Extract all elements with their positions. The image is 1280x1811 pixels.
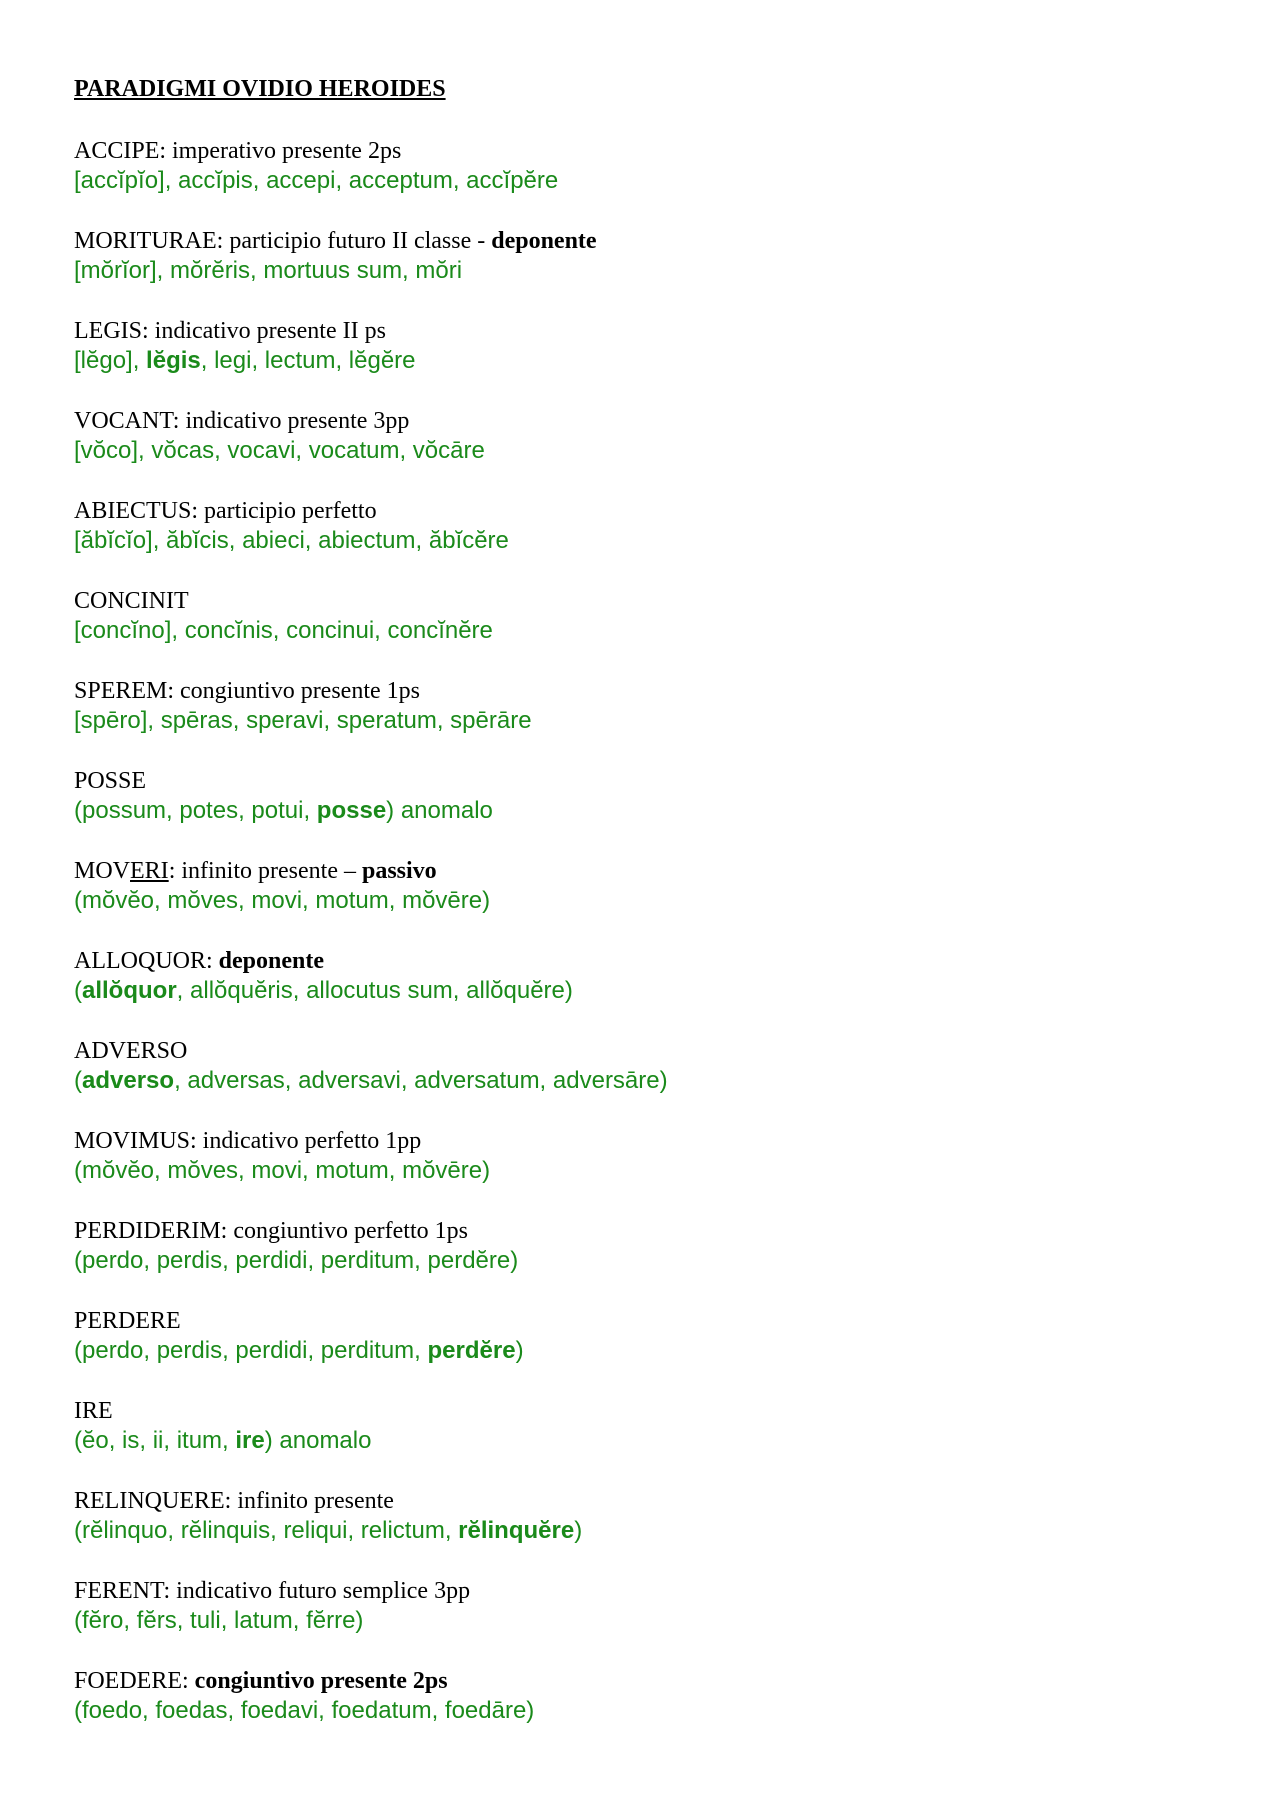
- text-run: FERENT: indicativo futuro semplice 3pp: [74, 1578, 471, 1604]
- principal-parts: [74, 256, 1214, 286]
- entry-heading: [74, 1036, 1214, 1066]
- verb-entry: [74, 676, 1214, 736]
- principal-parts: [74, 166, 1214, 196]
- entry-heading: [74, 766, 1214, 796]
- bold-text: allŏquor: [82, 977, 177, 1004]
- text-run: (mŏvĕo, mŏves, movi, motum, mŏvēre): [74, 1157, 491, 1184]
- principal-parts: [74, 436, 1214, 466]
- bold-text: deponente: [218, 948, 324, 974]
- verb-entry: [74, 766, 1214, 826]
- text-run: , allŏquĕris, allocutus sum, allŏquĕre): [176, 977, 573, 1004]
- entry-heading: [74, 1486, 1214, 1516]
- principal-parts: [74, 1066, 1214, 1096]
- text-run: [ăbĭcĭo], ăbĭcis, abieci, abiectum, ăbĭcĕre: [74, 527, 509, 554]
- verb-entry: [74, 1666, 1214, 1726]
- verb-entry: [74, 496, 1214, 556]
- bold-text: deponente: [491, 228, 597, 254]
- principal-parts: [74, 526, 1214, 556]
- principal-parts: [74, 1336, 1214, 1366]
- principal-parts: [74, 796, 1214, 826]
- entry-heading: [74, 136, 1214, 166]
- verb-entry: [74, 226, 1214, 286]
- principal-parts: [74, 346, 1214, 376]
- principal-parts: [74, 1516, 1214, 1546]
- verb-entry: [74, 1576, 1214, 1636]
- text-run: POSSE: [74, 768, 147, 794]
- principal-parts: [74, 1696, 1214, 1726]
- entry-heading: [74, 856, 1214, 886]
- bold-text: ire: [235, 1427, 265, 1454]
- entry-heading: [74, 226, 1214, 256]
- verb-entry: [74, 136, 1214, 196]
- bold-text: lĕgis: [146, 347, 201, 374]
- text-run: ): [515, 1337, 524, 1364]
- page-title: PARADIGMI OVIDIO HEROIDES: [74, 76, 446, 102]
- text-run: MOV: [74, 858, 131, 884]
- text-run: FOEDERE:: [74, 1668, 195, 1694]
- bold-text: rĕlinquĕre: [458, 1517, 575, 1544]
- principal-parts: [74, 1246, 1214, 1276]
- principal-parts: [74, 616, 1214, 646]
- text-run: [accĭpĭo], accĭpis, accepi, acceptum, accĭpĕre: [74, 167, 559, 194]
- entry-heading: [74, 406, 1214, 436]
- text-run: : infinito presente –: [168, 858, 362, 884]
- principal-parts: [74, 1156, 1214, 1186]
- entry-heading: [74, 496, 1214, 526]
- text-run: (perdo, perdis, perdidi, perditum, perdĕre): [74, 1247, 519, 1274]
- text-run: RELINQUERE: infinito presente: [74, 1488, 394, 1514]
- text-run: ACCIPE: imperativo presente 2ps: [74, 138, 402, 164]
- text-run: CONCINIT: [74, 588, 189, 614]
- verb-entry: [74, 1486, 1214, 1546]
- principal-parts: [74, 1426, 1214, 1456]
- text-run: (possum, potes, potui,: [74, 797, 317, 824]
- verb-entry: [74, 946, 1214, 1006]
- text-run: MORITURAE: participio futuro II classe -: [74, 228, 492, 254]
- text-run: PERDERE: [74, 1308, 181, 1334]
- entry-list: [74, 136, 1214, 1726]
- principal-parts: [74, 886, 1214, 916]
- verb-entry: [74, 1036, 1214, 1096]
- text-run: , adversas, adversavi, adversatum, adversāre): [174, 1067, 668, 1094]
- text-run: ): [574, 1517, 583, 1544]
- bold-text: passivo: [361, 858, 437, 884]
- verb-entry: [74, 586, 1214, 646]
- entry-heading: [74, 1576, 1214, 1606]
- text-run: (: [74, 1067, 82, 1094]
- text-run: MOVIMUS: indicativo perfetto 1pp: [74, 1128, 422, 1154]
- text-run: ABIECTUS: participio perfetto: [74, 498, 377, 524]
- text-run: (: [74, 977, 82, 1004]
- bold-text: adverso: [82, 1067, 175, 1094]
- text-run: [concĭno], concĭnis, concinui, concĭnĕre: [74, 617, 493, 644]
- bold-text: congiuntivo presente 2ps: [194, 1668, 448, 1694]
- text-run: [lĕgo],: [74, 347, 147, 374]
- principal-parts: [74, 1606, 1214, 1636]
- text-run: (mŏvĕo, mŏves, movi, motum, mŏvēre): [74, 887, 491, 914]
- principal-parts: [74, 706, 1214, 736]
- entry-heading: [74, 1666, 1214, 1696]
- verb-entry: [74, 1216, 1214, 1276]
- entry-heading: [74, 1126, 1214, 1156]
- text-run: ) anomalo: [264, 1427, 372, 1454]
- verb-entry: [74, 406, 1214, 466]
- text-run: (ĕo, is, ii, itum,: [74, 1427, 236, 1454]
- document-page: [74, 72, 1214, 1756]
- entry-heading: [74, 1306, 1214, 1336]
- text-run: ) anomalo: [386, 797, 493, 824]
- text-run: (foedo, foedas, foedavi, foedatum, foedāre): [74, 1697, 535, 1724]
- text-run: PERDIDERIM: congiuntivo perfetto 1ps: [74, 1218, 468, 1244]
- entry-heading: [74, 1396, 1214, 1426]
- entry-heading: [74, 316, 1214, 346]
- text-run: [spēro], spēras, speravi, speratum, spērāre: [74, 707, 532, 734]
- text-run: (rĕlinquo, rĕlinquis, reliqui, relictum,: [74, 1517, 459, 1544]
- text-run: VOCANT: indicativo presente 3pp: [74, 408, 410, 434]
- entry-heading: [74, 1216, 1214, 1246]
- text-run: (fĕro, fĕrs, tuli, latum, fĕrre): [74, 1607, 364, 1634]
- text-run: , legi, lectum, lĕgĕre: [200, 347, 416, 374]
- text-run: SPEREM: congiuntivo presente 1ps: [74, 678, 420, 704]
- text-run: [vŏco], vŏcas, vocavi, vocatum, vŏcāre: [74, 437, 485, 464]
- verb-entry: [74, 1396, 1214, 1456]
- text-run: ALLOQUOR:: [74, 948, 219, 974]
- text-run: (perdo, perdis, perdidi, perditum,: [74, 1337, 428, 1364]
- bold-text: posse: [316, 797, 387, 824]
- text-run: LEGIS: indicativo presente II ps: [74, 318, 386, 344]
- verb-entry: [74, 1306, 1214, 1366]
- text-run: [mŏrĭor], mŏrĕris, mortuus sum, mŏri: [74, 257, 463, 284]
- bold-text: perdĕre: [427, 1337, 516, 1364]
- entry-heading: [74, 676, 1214, 706]
- verb-entry: [74, 316, 1214, 376]
- text-run: ADVERSO: [74, 1038, 188, 1064]
- principal-parts: [74, 976, 1214, 1006]
- entry-heading: [74, 586, 1214, 616]
- verb-entry: [74, 1126, 1214, 1186]
- entry-heading: [74, 946, 1214, 976]
- text-run: IRE: [74, 1398, 113, 1424]
- verb-entry: [74, 856, 1214, 916]
- underlined-text: ERI: [130, 858, 169, 884]
